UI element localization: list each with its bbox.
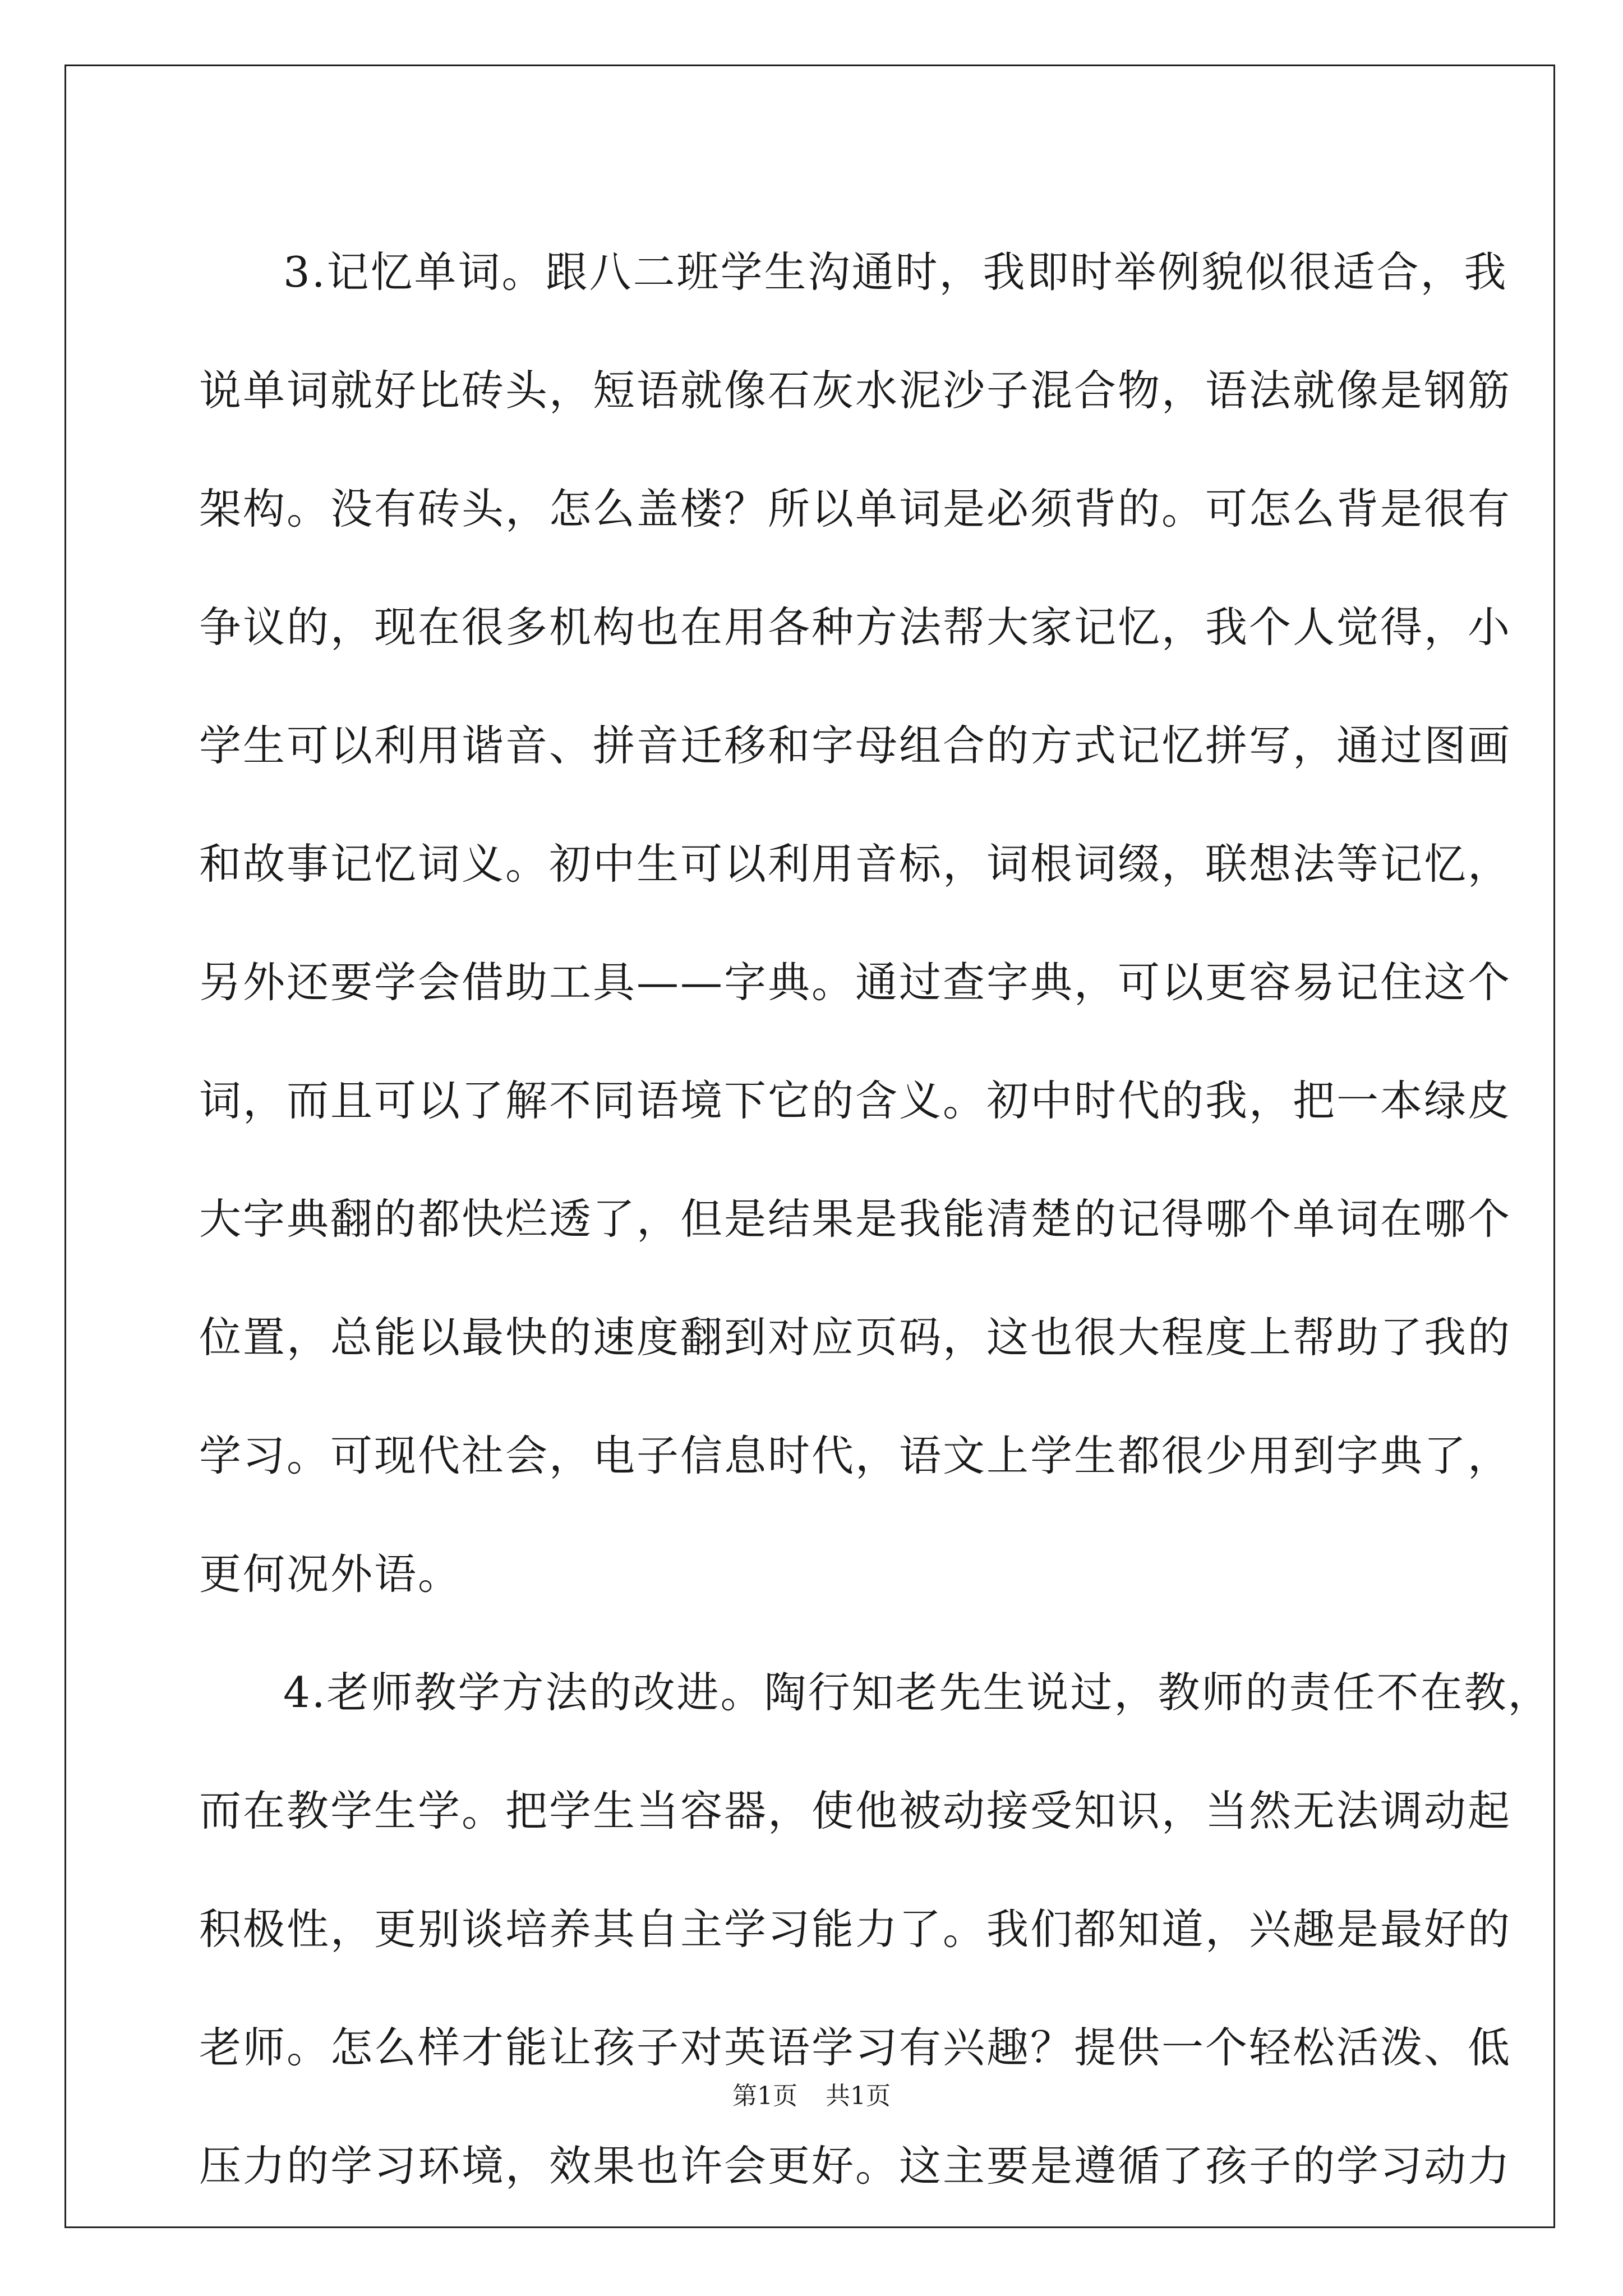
paragraph-3-line-6: 和故事记忆词义。初中生可以利用音标，词根词缀，联想法等记忆，: [199, 839, 1512, 889]
paragraph-3-line-3: 架构。没有砖头，怎么盖楼？所以单词是必须背的。可怎么背是很有: [199, 484, 1512, 533]
paragraph-3-line-9: 大字典翻的都快烂透了，但是结果是我能清楚的记得哪个单词在哪个: [199, 1194, 1512, 1244]
paragraph-3-line-8: 词，而且可以了解不同语境下它的含义。初中时代的我，把一本绿皮: [199, 1076, 1512, 1125]
paragraph-3-line-11: 学习。可现代社会，电子信息时代，语文上学生都很少用到字典了，: [199, 1431, 1512, 1480]
page-total: 共1页: [826, 2082, 891, 2110]
paragraph-4-line-3: 积极性，更别谈培养其自主学习能力了。我们都知道，兴趣是最好的: [199, 1904, 1512, 1954]
paragraph-3-line-1: 3.记忆单词。跟八二班学生沟通时，我即时举例貌似很适合，我: [283, 247, 1508, 297]
paragraph-3-line-5: 学生可以利用谐音、拼音迁移和字母组合的方式记忆拼写，通过图画: [199, 721, 1512, 770]
paragraph-4-line-4: 老师。怎么样才能让孩子对英语学习有兴趣？提供一个轻松活泼、低: [199, 2023, 1512, 2072]
page-number: 第1页: [732, 2082, 797, 2110]
paragraph-3-line-4: 争议的，现在很多机构也在用各种方法帮大家记忆，我个人觉得，小: [199, 602, 1512, 652]
paragraph-3-line-2: 说单词就好比砖头，短语就像石灰水泥沙子混合物，语法就像是钢筋: [199, 366, 1512, 415]
paragraph-4-line-1: 4.老师教学方法的改进。陶行知老先生说过，教师的责任不在教，: [283, 1668, 1552, 1717]
document-body: [199, 213, 1552, 2225]
paragraph-4-line-2: 而在教学生学。把学生当容器，使他被动接受知识，当然无法调动起: [199, 1786, 1512, 1835]
paragraph-3-line-12: 更何况外语。: [199, 1549, 462, 1599]
paragraph-3-line-10: 位置，总能以最快的速度翻到对应页码，这也很大程度上帮助了我的: [199, 1313, 1512, 1362]
page-footer: [0, 2076, 1623, 2111]
paragraph-3-line-7: 另外还要学会借助工具——字典。通过查字典，可以更容易记住这个: [199, 958, 1512, 1007]
paragraph-4-line-5: 压力的学习环境，效果也许会更好。这主要是遵循了孩子的学习动力: [199, 2141, 1512, 2191]
